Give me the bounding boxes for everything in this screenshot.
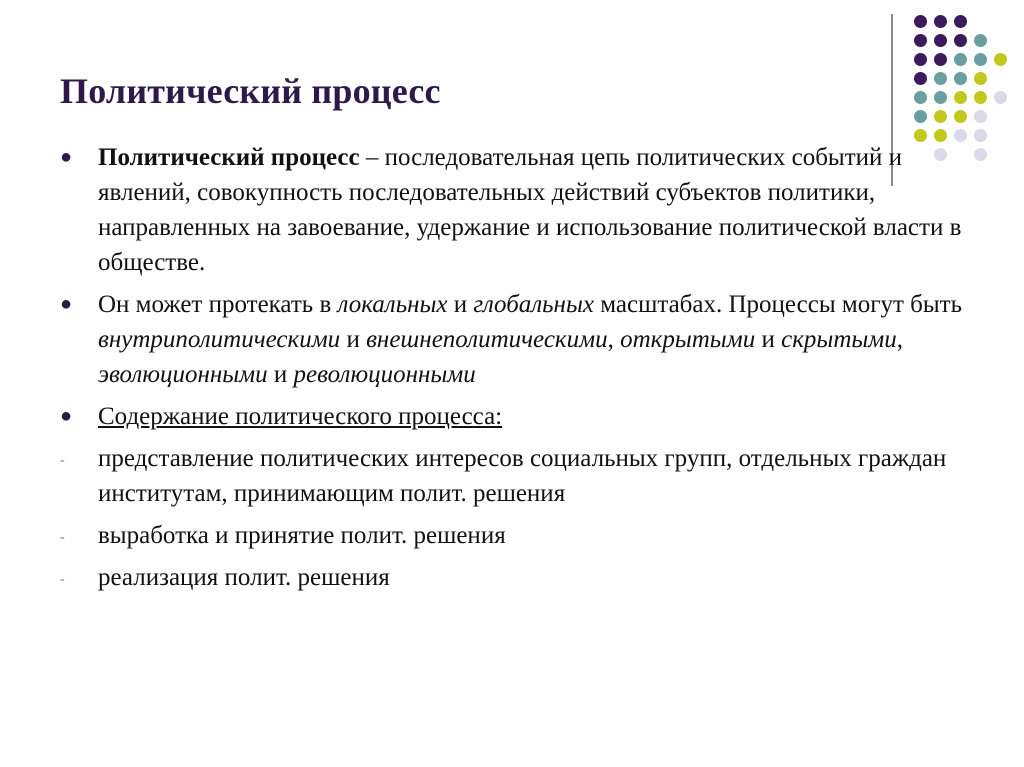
text-fragment: масштабах. Процессы могут быть	[594, 291, 962, 318]
content-heading: Содержание политического процесса:	[98, 403, 503, 430]
italic-term: внешнеполитическими	[366, 326, 608, 353]
sub-item	[60, 518, 980, 553]
decorative-dot	[954, 72, 967, 85]
bullet-icon: ●	[60, 146, 73, 168]
bullet-icon: ●	[60, 405, 73, 427]
italic-term: локальных	[337, 291, 448, 318]
text-fragment: и	[267, 361, 294, 388]
decorative-dot	[974, 91, 987, 104]
decorative-dot	[914, 34, 927, 47]
decorative-dot	[934, 110, 947, 123]
decorative-dot	[934, 72, 947, 85]
decorative-dot	[974, 72, 987, 85]
slide-body	[60, 140, 980, 602]
decorative-dot	[914, 110, 927, 123]
slide-title: Политический процесс	[60, 71, 441, 111]
italic-term: скрытыми	[781, 326, 897, 353]
decorative-dot	[954, 91, 967, 104]
decorative-dot	[954, 15, 967, 28]
decorative-dot	[914, 53, 927, 66]
sub-item	[60, 441, 980, 511]
dash-icon: -	[60, 530, 65, 545]
decorative-dot	[914, 15, 927, 28]
bullet-item-definition	[60, 140, 980, 280]
text-fragment: ,	[896, 326, 904, 353]
decorative-dot	[934, 53, 947, 66]
italic-term: революционными	[293, 361, 476, 388]
italic-term: глобальных	[473, 291, 594, 318]
text-fragment: и	[755, 326, 782, 353]
italic-term: внутриполитическими	[98, 326, 341, 353]
term-political-process: Политический процесс	[98, 144, 360, 171]
text-fragment: и	[447, 291, 474, 318]
decorative-dot	[994, 53, 1007, 66]
italic-term: эволюционными	[98, 361, 268, 388]
decorative-dot	[974, 34, 987, 47]
dash-icon: -	[60, 572, 65, 587]
decorative-dot	[914, 91, 927, 104]
bullet-icon: ●	[60, 293, 73, 315]
decorative-dot	[974, 110, 987, 123]
definition-text: – последовательная цепь политических событий и явлений, совокупность последовательных действий субъектов политики, направленных на завоевание, удержание и использование политической власти в обществе.	[98, 144, 962, 276]
bullet-item-content-heading	[60, 399, 980, 434]
decorative-dot	[994, 91, 1007, 104]
sub-item-text: выработка и принятие полит. решения	[98, 522, 506, 549]
dash-icon: -	[60, 453, 65, 468]
decorative-dot	[954, 53, 967, 66]
sub-item-text: представление политических интересов социальных групп, отдельных граждан институтам, принимающим полит. решения	[98, 445, 947, 507]
decorative-dot	[934, 15, 947, 28]
text-fragment: Он может протекать в	[98, 291, 338, 318]
decorative-dot	[954, 34, 967, 47]
italic-term: открытыми	[620, 326, 756, 353]
text-fragment: и	[340, 326, 367, 353]
decorative-dot	[934, 34, 947, 47]
sub-item	[60, 560, 980, 595]
sub-item-text: реализация полит. решения	[98, 564, 390, 591]
decorative-dot	[934, 91, 947, 104]
decorative-dot	[954, 110, 967, 123]
decorative-dot	[914, 72, 927, 85]
decorative-dot	[974, 53, 987, 66]
text-fragment: ,	[607, 326, 621, 353]
bullet-item-types	[60, 287, 980, 392]
